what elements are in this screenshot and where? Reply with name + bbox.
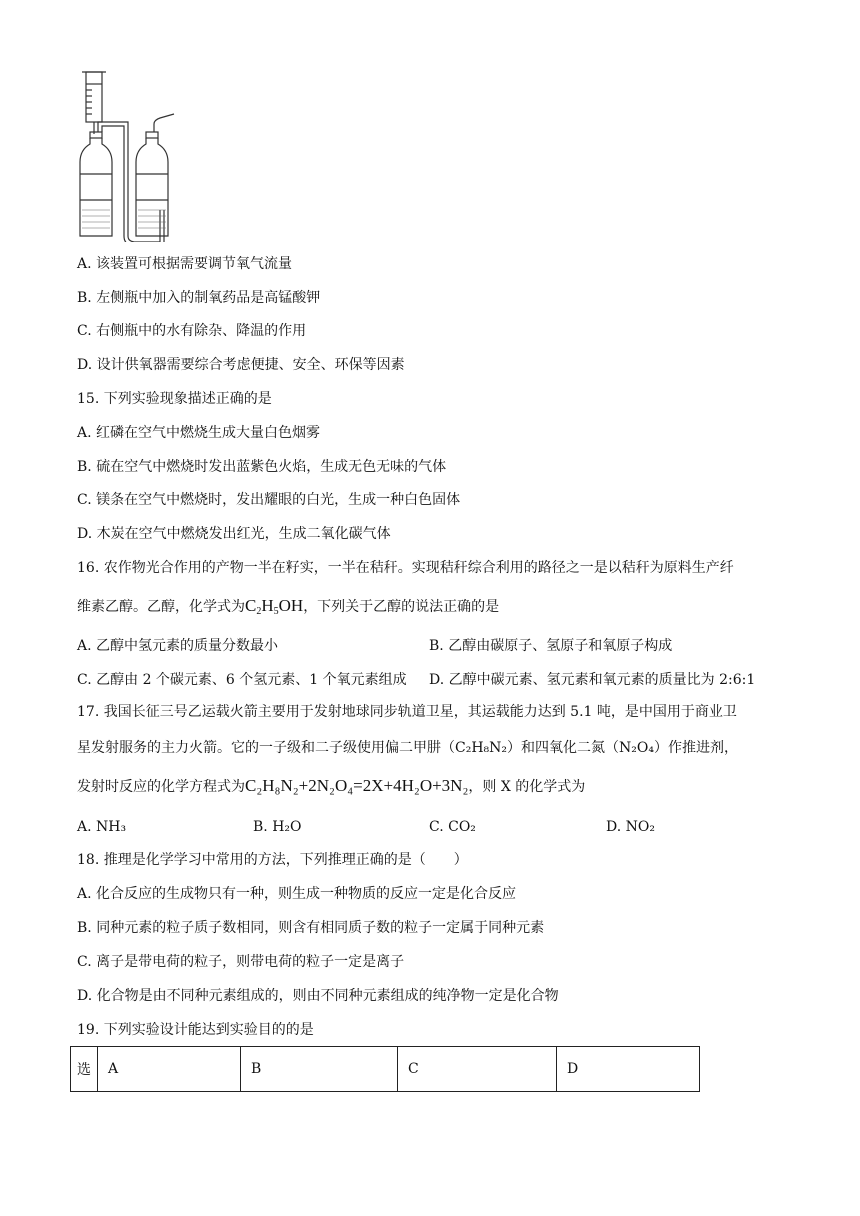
q16-option-c: C. 乙醇由 2 个碳元素、6 个氢元素、1 个氧元素组成 xyxy=(77,672,407,688)
q17-stem-pre: 发射时反应的化学方程式为 xyxy=(77,779,245,795)
q18-stem: 18. 推理是化学学习中常用的方法，下列推理正确的是（ ） xyxy=(77,852,468,868)
table-header-cell: A xyxy=(98,1047,241,1092)
table-header-cell: 选 xyxy=(71,1047,98,1092)
table-header-cell: C xyxy=(398,1047,557,1092)
q17-stem-line3 xyxy=(77,776,585,797)
q17-stem-post: ，则 X 的化学式为 xyxy=(468,779,586,795)
q17-option-c: C. CO₂ xyxy=(429,819,476,835)
q15-option-c: C. 镁条在空气中燃烧时，发出耀眼的白光，生成一种白色固体 xyxy=(77,492,461,508)
q17-stem-line2: 星发射服务的主力火箭。它的一子级和二子级使用偏二甲肼（C₂H₈N₂）和四氧化二氮（N₂O₄）作推进剂， xyxy=(77,740,738,756)
q16-stem-pre: 维素乙醇。乙醇，化学式为 xyxy=(77,599,245,615)
q14-option-c: C. 右侧瓶中的水有除杂、降温的作用 xyxy=(77,323,307,339)
q17-option-d: D. NO₂ xyxy=(606,819,655,835)
q18-option-d: D. 化合物是由不同种元素组成的，则由不同种元素组成的纯净物一定是化合物 xyxy=(77,988,559,1004)
q14-option-b: B. 左侧瓶中加入的制氧药品是高锰酸钾 xyxy=(77,290,321,306)
q17-stem-line1: 17. 我国长征三号乙运载火箭主要用于发射地球同步轨道卫星，其运载能力达到 5.1 吨，是中国用于商业卫 xyxy=(77,704,737,720)
q17-option-b: B. H₂O xyxy=(253,819,302,835)
q16-stem-line1: 16. 农作物光合作用的产物一半在籽实，一半在秸秆。实现秸秆综合利用的路径之一是以秸秆为原料生产纤 xyxy=(77,560,734,576)
q15-option-b: B. 硫在空气中燃烧时发出蓝紫色火焰，生成无色无味的气体 xyxy=(77,459,447,475)
q19-options-table xyxy=(70,1046,700,1092)
table-row xyxy=(71,1047,700,1092)
table-header-cell: B xyxy=(241,1047,398,1092)
q18-option-a: A. 化合反应的生成物只有一种，则生成一种物质的反应一定是化合反应 xyxy=(77,886,517,902)
q14-option-a: A. 该装置可根据需要调节氧气流量 xyxy=(77,256,293,272)
table-header-cell: D xyxy=(557,1047,700,1092)
ethanol-formula: $C_2H_5OH$ xyxy=(245,596,304,617)
q17-equation: C₂H₈N₂+2N₂O₄=2X+4H₂O+3N₂ xyxy=(245,776,469,795)
q16-stem-line2 xyxy=(77,596,499,622)
q16-stem-post: ，下列关于乙醇的说法正确的是 xyxy=(303,599,500,615)
q17-option-a: A. NH₃ xyxy=(77,819,127,835)
q18-option-b: B. 同种元素的粒子质子数相同，则含有相同质子数的粒子一定属于同种元素 xyxy=(77,920,545,936)
q18-option-c: C. 离子是带电荷的粒子，则带电荷的粒子一定是离子 xyxy=(77,954,405,970)
q15-stem: 15. 下列实验现象描述正确的是 xyxy=(77,391,272,407)
q14-option-d: D. 设计供氧器需要综合考虑便捷、安全、环保等因素 xyxy=(77,357,405,373)
q16-option-a: A. 乙醇中氢元素的质量分数最小 xyxy=(77,638,279,654)
q16-option-b: B. 乙醇由碳原子、氢原子和氧原子构成 xyxy=(429,638,673,654)
oxygen-supply-apparatus-figure xyxy=(78,70,188,242)
q19-stem: 19. 下列实验设计能达到实验目的的是 xyxy=(77,1022,314,1038)
q15-option-a: A. 红磷在空气中燃烧生成大量白色烟雾 xyxy=(77,425,321,441)
q15-option-d: D. 木炭在空气中燃烧发出红光，生成二氧化碳气体 xyxy=(77,526,391,542)
q16-option-d: D. 乙醇中碳元素、氢元素和氧元素的质量比为 2:6:1 xyxy=(429,672,756,688)
